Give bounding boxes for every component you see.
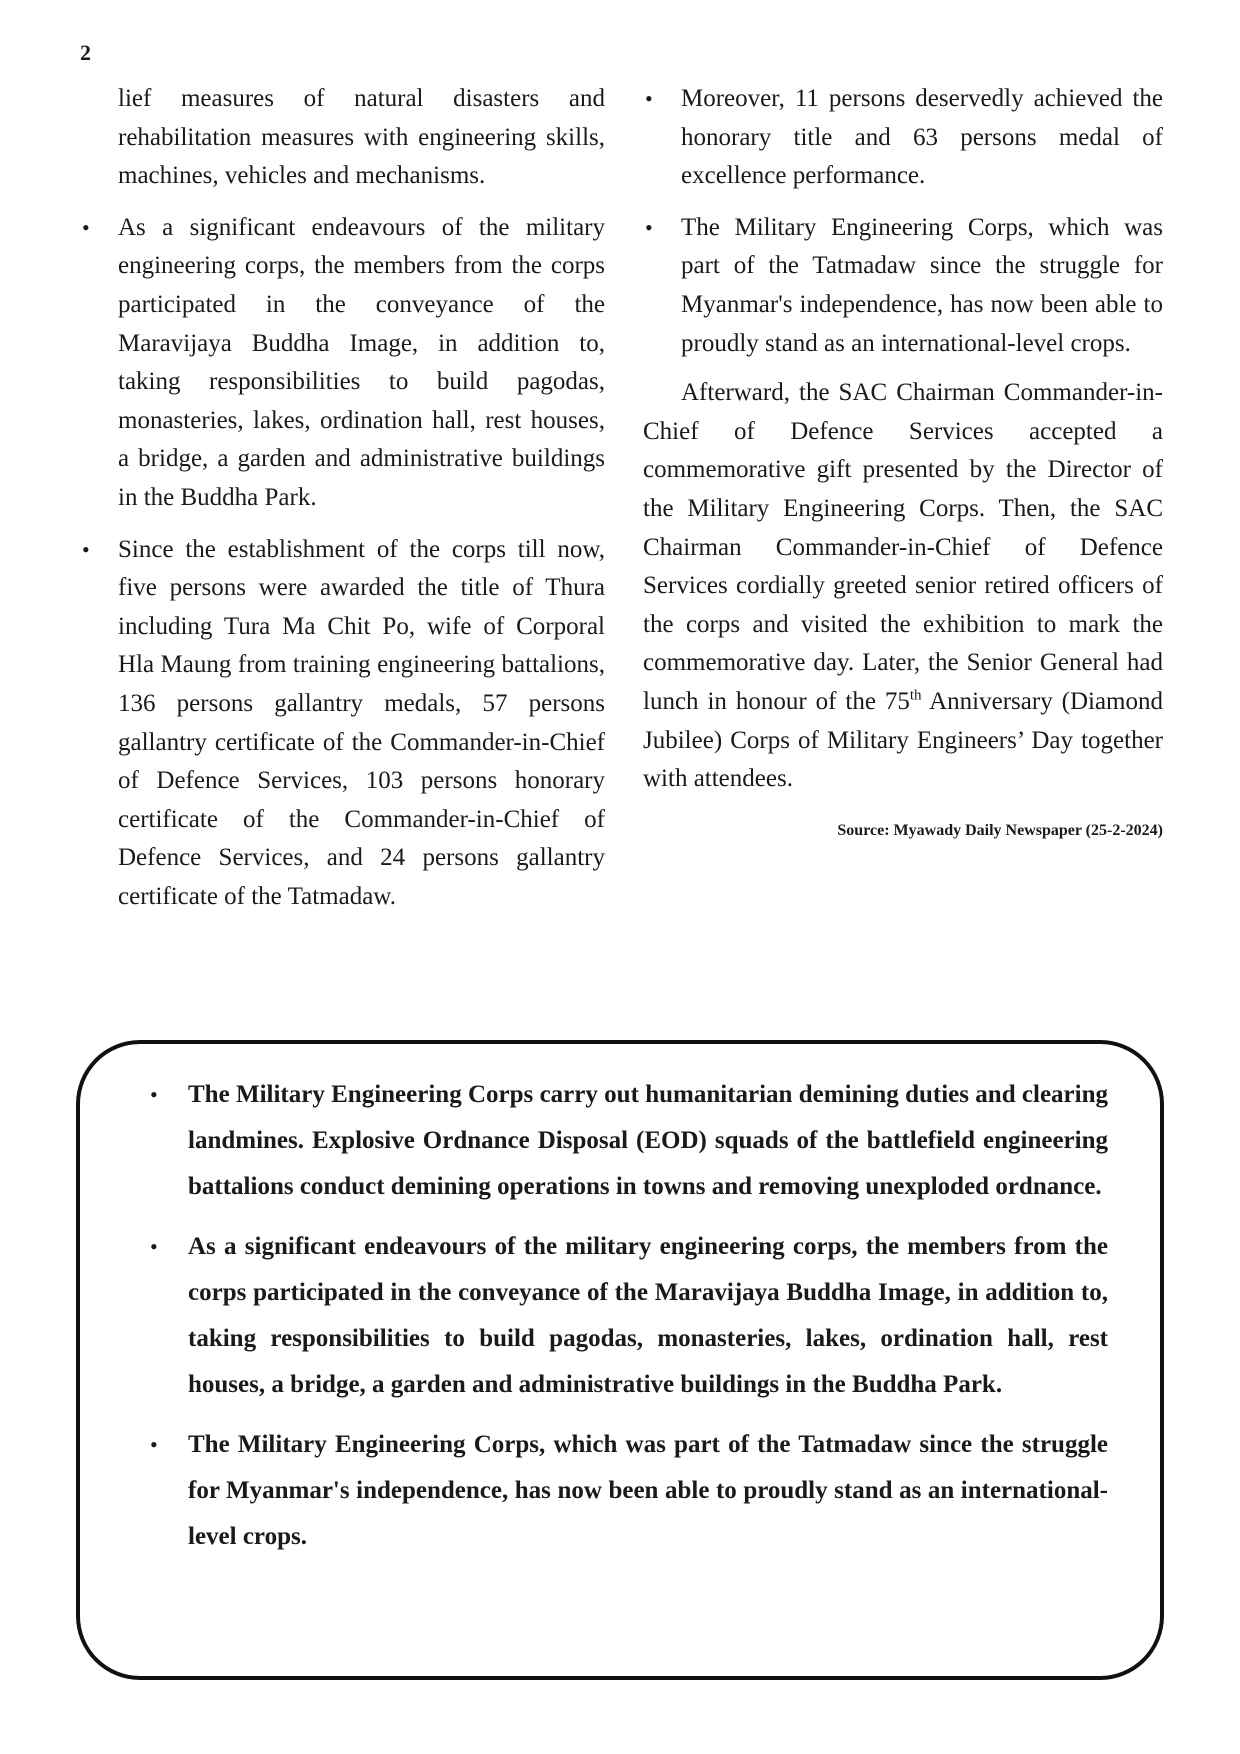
bullet-item-honorary-title — [643, 80, 1163, 196]
closing-paragraph-text: Afterward, the SAC Chairman Commander-in-Chief of Defence Services accepted a commemorative gift presented by the Director of the Military Engineering Corps. Then, the SAC Chairman Commander-in-Chief of Defence Services cordially greeted senior retired officers of the corps and visited the exhibition to mark the commemorative day. Later, the Senior General had lunch in honour of the 75 — [643, 379, 1163, 715]
closing-paragraph — [643, 374, 1163, 799]
source-citation: Source: Myawady Daily Newspaper (25-2-2024) — [837, 821, 1163, 839]
bullet-item-buddha-park — [80, 209, 605, 518]
summary-item-buddha-park — [150, 1224, 1108, 1408]
left-column — [80, 80, 605, 916]
bullet-item-awards — [80, 531, 605, 917]
bullet-icon: • — [645, 86, 653, 111]
bullet-icon: • — [82, 536, 90, 562]
bullet-text: The Military Engineering Corps, which was part of the Tatmadaw since the struggle for Myanmar's independence, has now been able to proudly stand as an international-level crops. — [681, 213, 1163, 357]
ordinal-suffix: th — [909, 687, 922, 704]
bullet-icon: • — [150, 1082, 158, 1107]
bullet-text: Since the establishment of the corps till now, five persons were awarded the title of Thura including Tura Ma Chit Po, wife of Corporal Hla Maung from training engineering battalions, 136 persons gallantry medals, 57 persons gallantry certificate of the Commander-in-Chief of Defence Services, 103 persons honorary certificate of the Commander-in-Chief of Defence Services, and 24 persons gallantry certificate of the Tatmadaw. — [118, 535, 605, 910]
continued-paragraph: lief measures of natural disasters and rehabilitation measures with engineering skills, machines, vehicles and mechanisms. — [118, 85, 605, 190]
summary-box — [76, 1040, 1164, 1680]
bullet-text: Moreover, 11 persons deservedly achieved the honorary title and 63 persons medal of excellence performance. — [681, 85, 1163, 190]
left-bullet-list — [80, 209, 605, 917]
right-bullet-list — [643, 80, 1163, 363]
page-number: 2 — [80, 40, 91, 65]
summary-item-demining — [150, 1072, 1108, 1210]
bullet-text: As a significant endeavours of the military engineering corps, the members from the corps participated in the conveyance of the Maravijaya Buddha Image, in addition to, taking responsibilities to build pagodas, monasteries, lakes, ordination hall, rest houses, a bridge, a garden and administrative buildings in the Buddha Park. — [118, 213, 605, 511]
bullet-icon: • — [150, 1234, 158, 1259]
summary-item-international-level — [150, 1422, 1108, 1560]
summary-bullet-list — [150, 1072, 1108, 1560]
bullet-icon: • — [82, 214, 90, 240]
bullet-icon: • — [150, 1432, 158, 1457]
bullet-icon: • — [645, 214, 653, 240]
summary-text: As a significant endeavours of the military engineering corps, the members from the corps participated in the conveyance of the Maravijaya Buddha Image, in addition to, taking responsibilities to build pagodas, monasteries, lakes, ordination hall, rest houses, a bridge, a garden and administrative buildings in the Buddha Park. — [188, 1233, 1108, 1398]
closing-paragraph-text-end: Anniversary (Diamond Jubilee) Corps of Military Engineers’ Day together with attendees. — [643, 687, 1164, 793]
bullet-item-international-level — [643, 209, 1163, 363]
summary-text: The Military Engineering Corps, which was part of the Tatmadaw since the struggle for Myanmar's independence, has now been able to proudly stand as an international-level crops. — [188, 1431, 1108, 1550]
right-column — [643, 80, 1163, 841]
summary-text: The Military Engineering Corps carry out humanitarian demining duties and clearing landmines. Explosive Ordnance Disposal (EOD) squads of the battlefield engineering battalions conduct demining operations in towns and removing unexploded ordnance. — [188, 1081, 1108, 1200]
